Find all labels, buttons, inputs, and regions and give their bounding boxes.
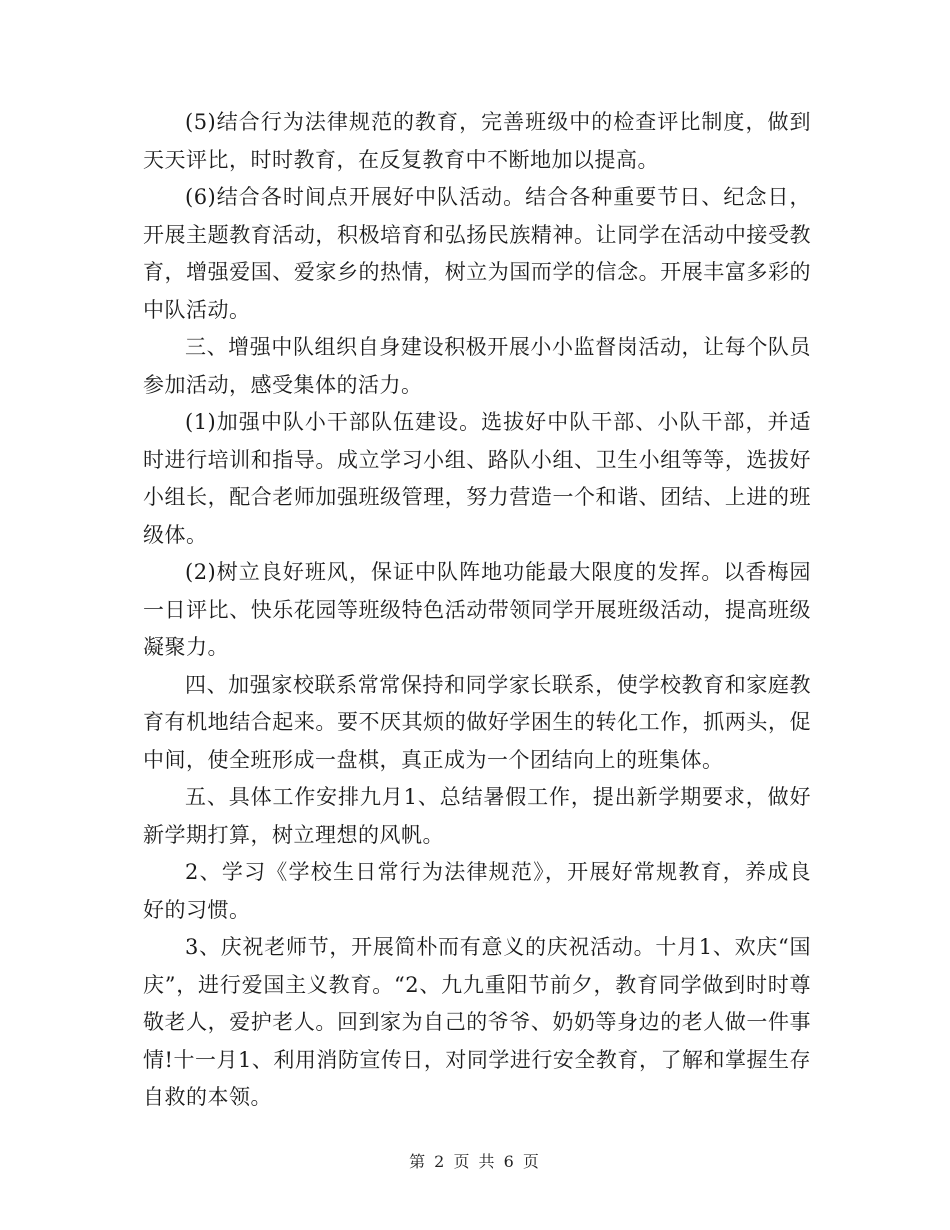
paragraph-plan-3: 3、庆祝老师节，开展简朴而有意义的庆祝活动。十月1、欢庆“国庆”，进行爱国主义教育。“2、九九重阳节前夕，教育同学做到时时尊敬老人，爱护老人。回到家为自己的爷爷、奶奶等身边的老人做一件事情!十一月1、利用消防宣传日，对同学进行安全教育，了解和掌握生存自救的本领。 [143, 935, 811, 1109]
paragraph-item-6: (6)结合各时间点开展好中队活动。结合各种重要节日、纪念日，开展主题教育活动，积极培育和弘扬民族精神。让同学在活动中接受教育，增强爱国、爱家乡的热情，树立为国而学的信念。开展丰富多彩的中队活动。 [143, 185, 811, 322]
paragraph-item-2: (2)树立良好班风，保证中队阵地功能最大限度的发挥。以香梅园一日评比、快乐花园等班级特色活动带领同学开展班级活动，提高班级凝聚力。 [143, 560, 811, 659]
paragraph-plan-2: 2、学习《学校生日常行为法律规范》，开展好常规教育，养成良好的习惯。 [143, 860, 811, 922]
paragraph-item-1: (1)加强中队小干部队伍建设。选拔好中队干部、小队干部，并适时进行培训和指导。成立学习小组、路队小组、卫生小组等等，选拔好小组长，配合老师加强班级管理，努力营造一个和谐、团结、上进的班级体。 [143, 410, 811, 547]
document-body [143, 104, 811, 1117]
paragraph-item-5: (5)结合行为法律规范的教育，完善班级中的检查评比制度，做到天天评比，时时教育，在反复教育中不断地加以提高。 [143, 110, 811, 172]
paragraph-section-five: 五、具体工作安排九月1、总结暑假工作，提出新学期要求，做好新学期打算，树立理想的风帆。 [143, 785, 811, 847]
page-number-footer: 第 2 页 共 6 页 [409, 1152, 541, 1171]
paragraph-section-three: 三、增强中队组织自身建设积极开展小小监督岗活动，让每个队员参加活动，感受集体的活力。 [143, 335, 811, 397]
paragraph-section-four: 四、加强家校联系常常保持和同学家长联系，使学校教育和家庭教育有机地结合起来。要不厌其烦的做好学困生的转化工作，抓两头，促中间，使全班形成一盘棋，真正成为一个团结向上的班集体。 [143, 672, 811, 772]
